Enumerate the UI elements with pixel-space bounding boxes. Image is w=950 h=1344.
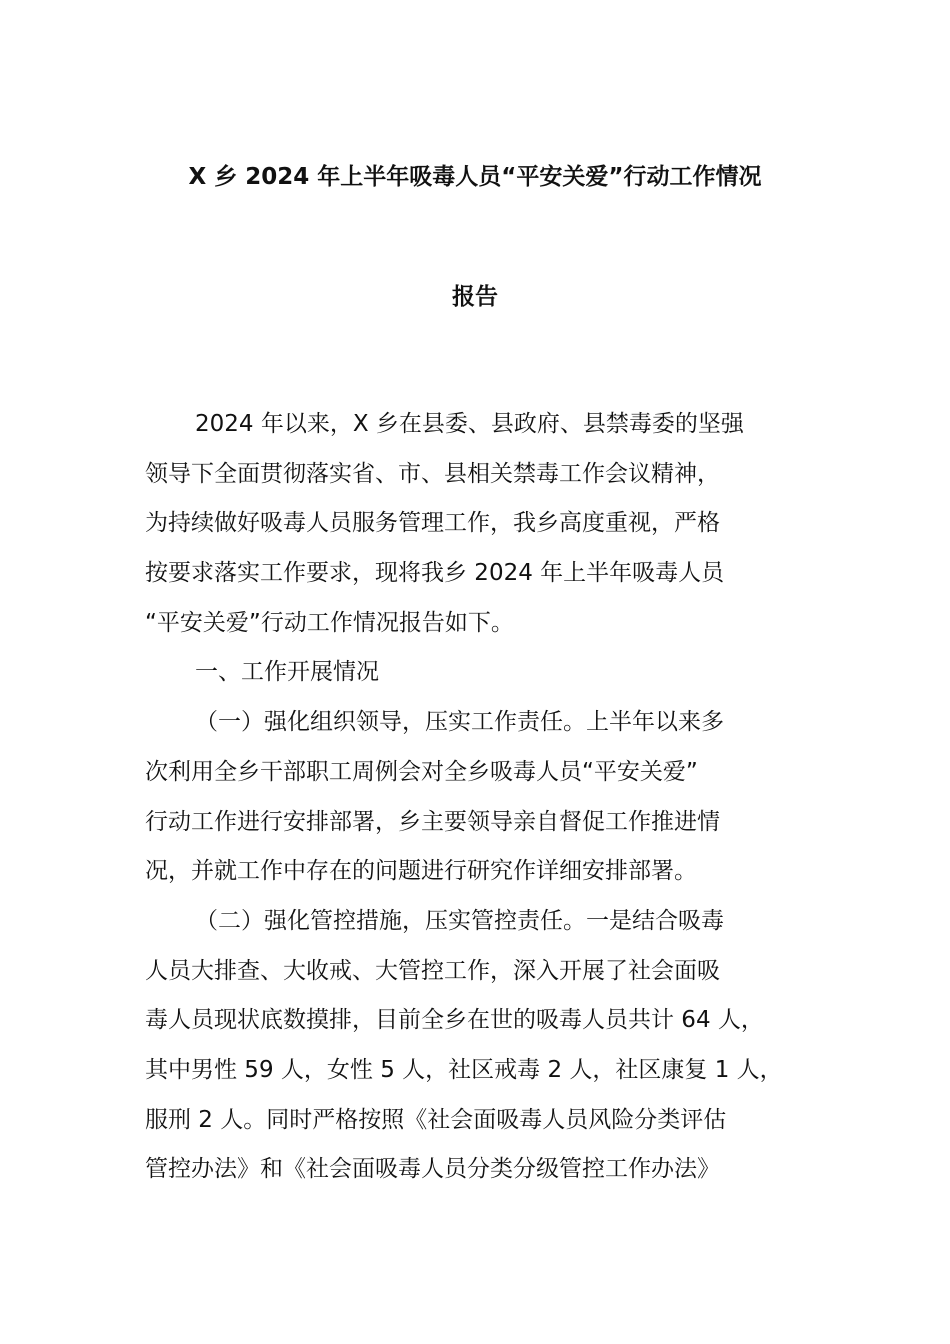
body-line: 服刑 2 人。同时严格按照《社会面吸毒人员风险分类评估 [145,1106,727,1133]
body-line: 为持续做好吸毒人员服务管理工作，我乡高度重视，严格 [145,510,720,537]
body-line: 领导下全面贯彻落实省、市、县相关禁毒工作会议精神， [145,460,720,487]
body-line: “平安关爱”行动工作情况报告如下。 [145,609,514,636]
body-line: 况，并就工作中存在的问题进行研究作详细安排部署。 [145,858,697,885]
body-line: 2024 年以来，X 乡在县委、县政府、县禁毒委的坚强 [195,411,744,437]
document-body [145,400,825,1195]
body-line: 其中男性 59 人，女性 5 人，社区戒毒 2 人，社区康复 1 人， [145,1056,783,1083]
body-line: （二）强化管控措施，压实管控责任。一是结合吸毒 [195,907,724,934]
document-title-line-1: X 乡 2024 年上半年吸毒人员“平安关爱”行动工作情况 [188,164,762,190]
body-line: 次利用全乡干部职工周例会对全乡吸毒人员“平安关爱” [145,758,698,785]
body-line: 人员大排查、大收戒、大管控工作，深入开展了社会面吸 [145,957,720,984]
body-line: 行动工作进行安排部署，乡主要领导亲自督促工作推进情 [145,808,720,835]
section-heading: 一、工作开展情况 [195,659,379,686]
document-title-line-2: 报告 [452,284,498,310]
body-line: 管控办法》和《社会面吸毒人员分类分级管控工作办法》 [145,1156,720,1183]
body-line: （一）强化组织领导，压实工作责任。上半年以来多 [195,709,724,736]
body-line: 毒人员现状底数摸排，目前全乡在世的吸毒人员共计 64 人， [145,1007,764,1034]
body-line: 按要求落实工作要求，现将我乡 2024 年上半年吸毒人员 [145,560,725,587]
